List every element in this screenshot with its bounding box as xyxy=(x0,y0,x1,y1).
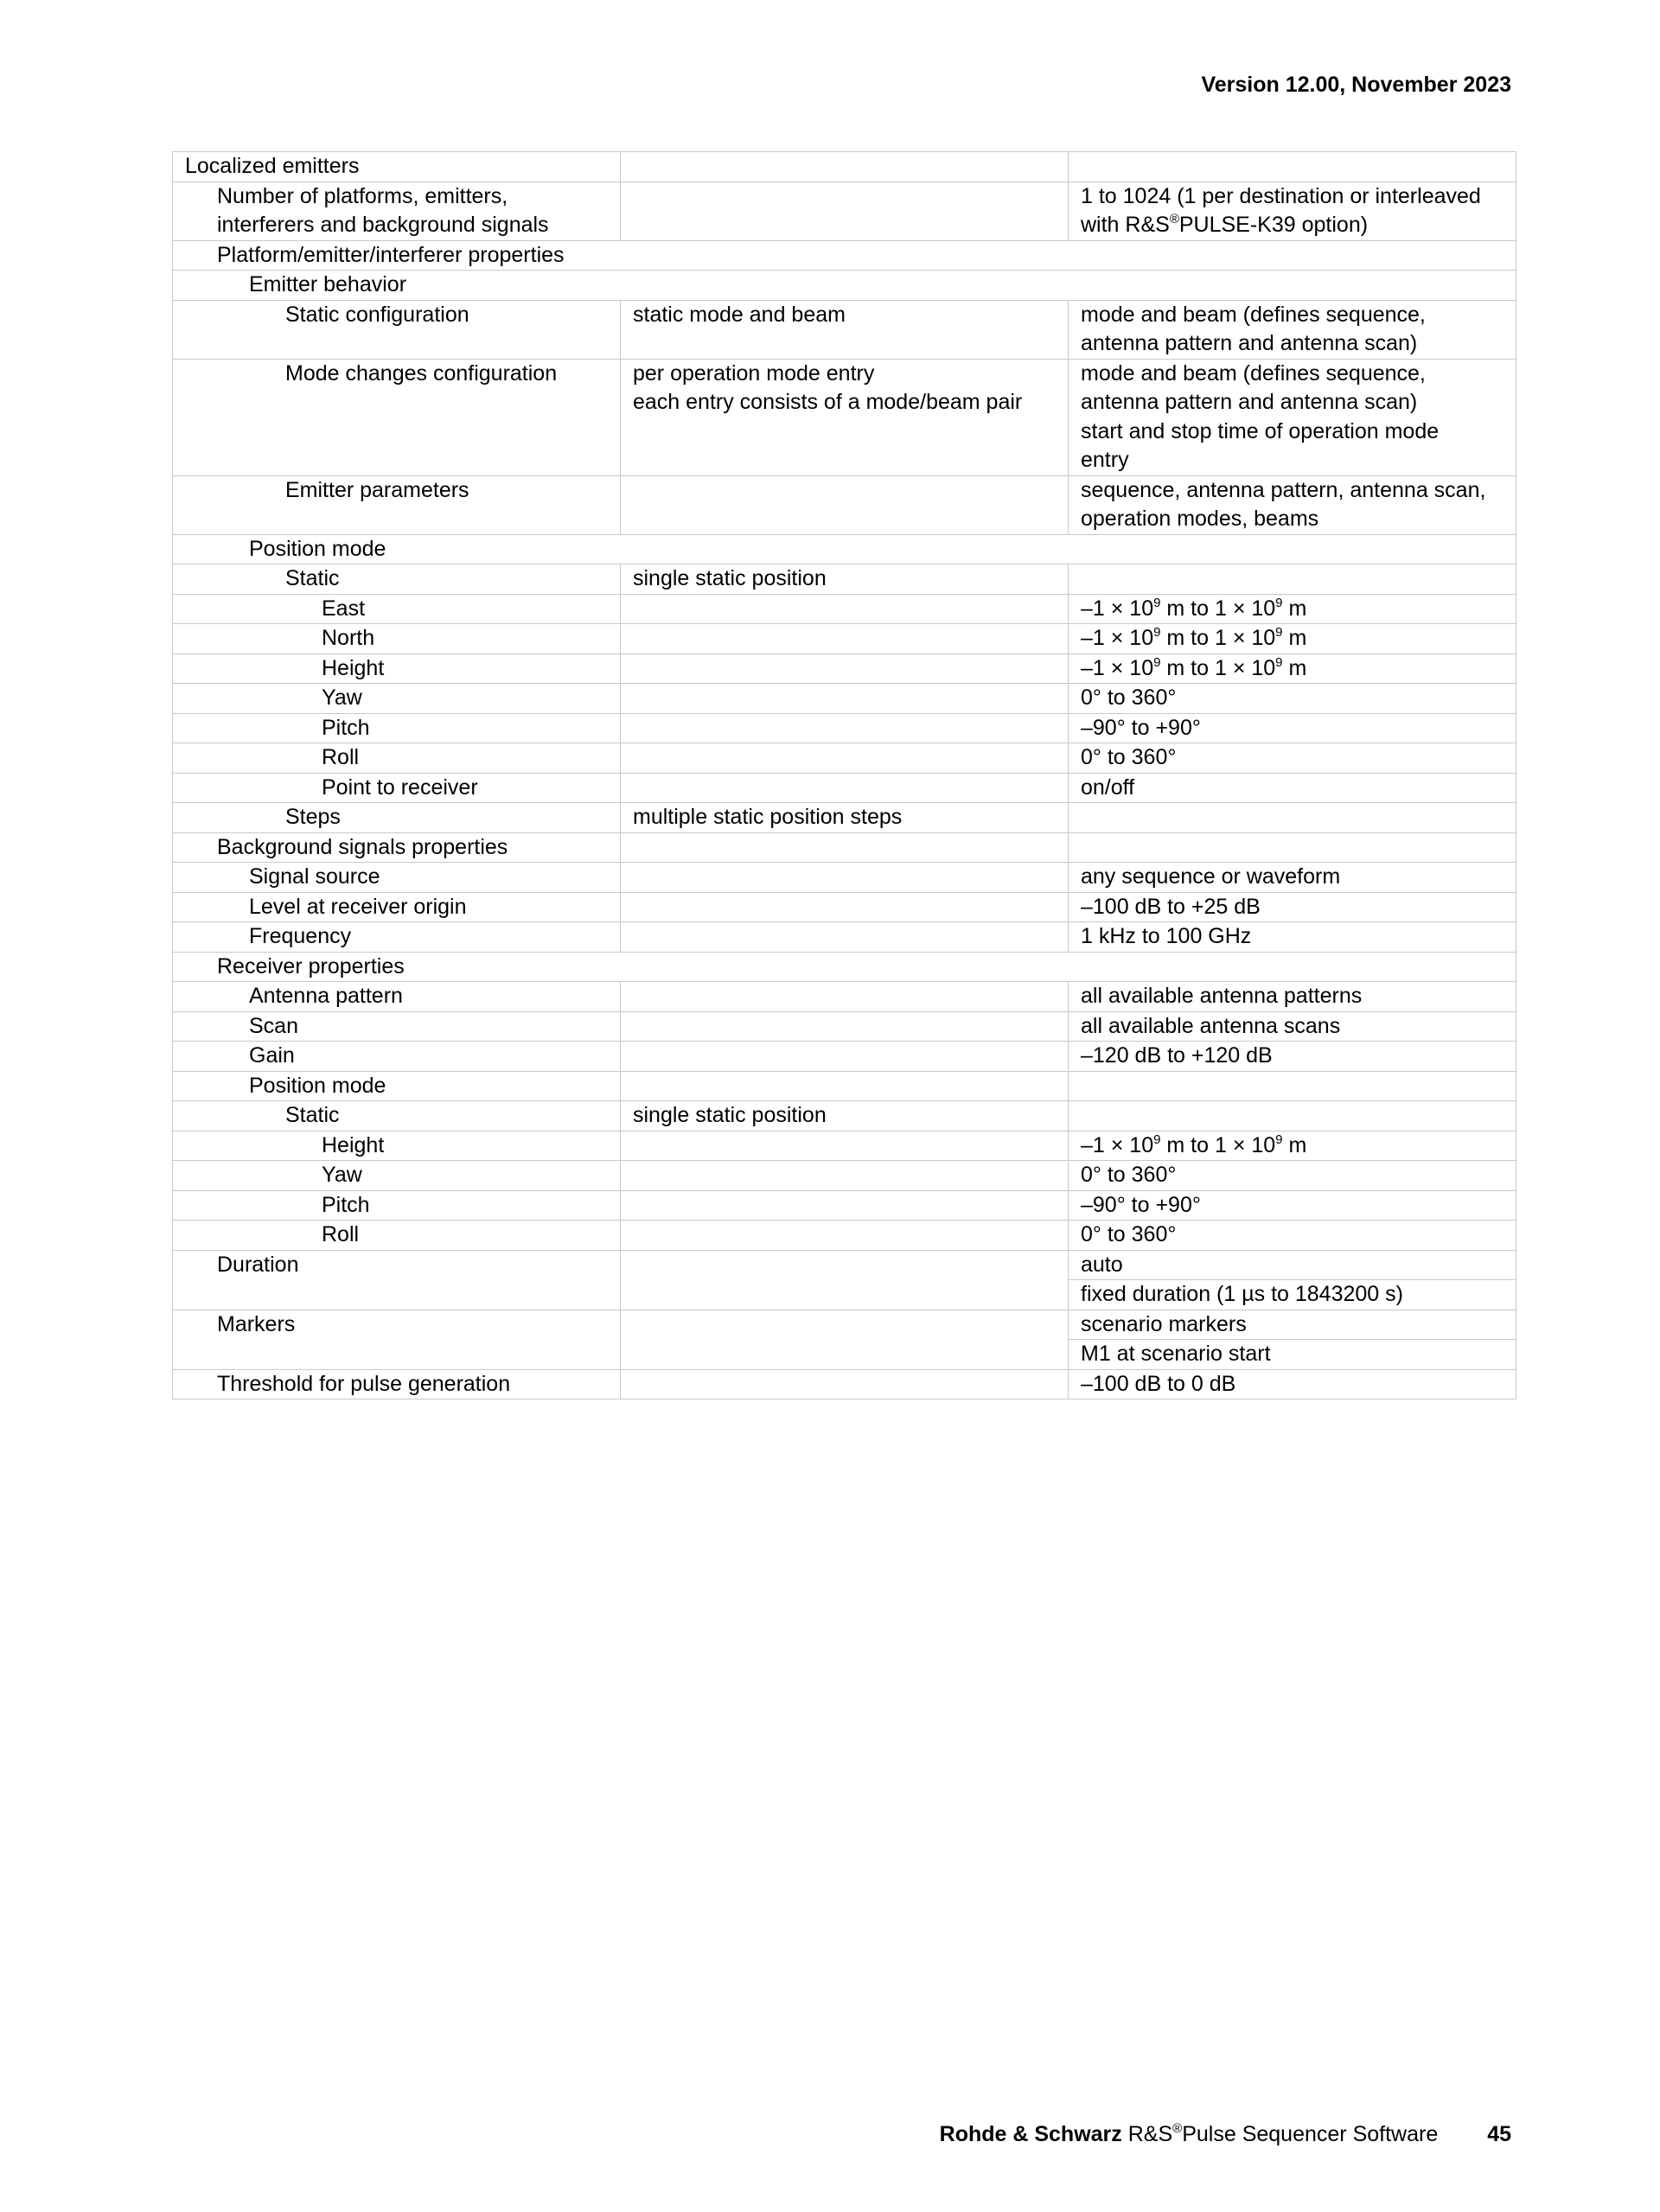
table-row xyxy=(173,1190,1516,1221)
condition-text: per operation mode entry xyxy=(633,360,875,386)
parameter-cell xyxy=(173,1310,621,1369)
parameter-label: Position mode xyxy=(249,1073,386,1098)
condition-text: each entry consists of a mode/beam pair xyxy=(633,390,1023,414)
parameter-cell xyxy=(173,922,621,953)
value-text: auto xyxy=(1081,1252,1123,1277)
condition-cell xyxy=(621,564,1069,595)
table-row xyxy=(173,1101,1516,1131)
parameter-cell xyxy=(173,982,621,1012)
parameter-label: Point to receiver xyxy=(322,775,478,800)
parameter-label: Pitch xyxy=(322,715,370,740)
value-cell xyxy=(1069,1161,1516,1191)
parameter-label: East xyxy=(322,596,366,621)
value-text: all available antenna patterns xyxy=(1081,984,1363,1008)
value-cell xyxy=(1069,653,1516,684)
value-text: on/off xyxy=(1081,775,1135,800)
parameter-cell xyxy=(173,1221,621,1251)
table-row xyxy=(173,240,1516,271)
value-cell xyxy=(1069,1221,1516,1251)
table-row xyxy=(173,300,1516,359)
value-cell xyxy=(1069,713,1516,743)
table-row xyxy=(173,624,1516,654)
table-row xyxy=(173,892,1516,922)
parameter-cell xyxy=(173,1369,621,1399)
parameter-label: Number of platforms, emitters, xyxy=(217,183,508,208)
table-row xyxy=(173,922,1516,953)
page-footer xyxy=(940,2122,1511,2147)
parameter-label: Static xyxy=(285,1103,340,1127)
parameter-cell xyxy=(173,1131,621,1161)
value-cell xyxy=(1069,564,1516,595)
condition-cell xyxy=(621,832,1069,863)
value-cell xyxy=(1069,1101,1516,1131)
table-row xyxy=(173,713,1516,743)
value-text: $-1 \times 10^9$ m to $1 \times 10^9$ m xyxy=(1081,654,1307,680)
condition-cell xyxy=(621,713,1069,743)
parameter-cell xyxy=(173,1161,621,1191)
footer-brand: Rohde & Schwarz xyxy=(939,2122,1122,2146)
value-cell xyxy=(1069,922,1516,953)
table-row xyxy=(173,1161,1516,1191)
parameter-label: Position mode xyxy=(249,536,386,561)
condition-text: multiple static position steps xyxy=(633,805,903,829)
parameter-cell xyxy=(173,1250,621,1310)
table-row xyxy=(173,1011,1516,1042)
parameter-label: Frequency xyxy=(249,924,352,948)
parameter-label: Localized emitters xyxy=(185,154,360,178)
value-text: 0° to 360° xyxy=(1081,685,1177,710)
condition-cell xyxy=(621,863,1069,893)
condition-cell xyxy=(621,359,1069,475)
parameter-label: Receiver properties xyxy=(217,953,405,979)
parameter-cell xyxy=(173,773,621,803)
parameter-label: Steps xyxy=(285,805,341,829)
parameter-label: North xyxy=(322,626,375,650)
parameter-label: Duration xyxy=(217,1252,299,1277)
parameter-label: Antenna pattern xyxy=(249,984,403,1008)
parameter-cell xyxy=(173,832,621,863)
parameter-cell xyxy=(173,863,621,893)
condition-cell xyxy=(621,1042,1069,1072)
parameter-label: Static configuration xyxy=(285,302,469,327)
condition-cell xyxy=(621,922,1069,953)
parameter-cell xyxy=(173,713,621,743)
parameter-cell xyxy=(173,952,1516,982)
condition-cell xyxy=(621,300,1069,359)
value-cell xyxy=(1069,152,1516,182)
table-row xyxy=(173,773,1516,803)
value-cell xyxy=(1069,1011,1516,1042)
spec-table xyxy=(172,151,1516,1399)
parameter-cell xyxy=(173,240,1516,271)
condition-cell xyxy=(621,982,1069,1012)
table-row xyxy=(173,1250,1516,1280)
parameter-cell xyxy=(173,1042,621,1072)
value-text: any sequence or waveform xyxy=(1081,864,1341,889)
table-row xyxy=(173,863,1516,893)
condition-cell xyxy=(621,1131,1069,1161)
value-cell xyxy=(1069,1280,1516,1310)
footer-product: R&S®Pulse Sequencer Software xyxy=(1127,2121,1439,2146)
value-cell xyxy=(1069,1310,1516,1340)
condition-cell xyxy=(621,1221,1069,1251)
value-cell xyxy=(1069,1369,1516,1399)
parameter-cell xyxy=(173,300,621,359)
value-text: entry xyxy=(1081,448,1129,472)
value-text: 0° to 360° xyxy=(1081,1222,1177,1246)
condition-cell xyxy=(621,475,1069,534)
parameter-label: Roll xyxy=(322,1222,360,1246)
condition-text: static mode and beam xyxy=(633,302,846,327)
parameter-cell xyxy=(173,1101,621,1131)
value-text: operation modes, beams xyxy=(1081,507,1319,531)
value-cell xyxy=(1069,475,1516,534)
parameter-cell xyxy=(173,1071,621,1101)
value-text: 0° to 360° xyxy=(1081,745,1177,769)
value-cell xyxy=(1069,982,1516,1012)
parameter-cell xyxy=(173,594,621,624)
table-row xyxy=(173,271,1516,301)
spec-table-body xyxy=(173,152,1516,1399)
condition-cell xyxy=(621,1071,1069,1101)
value-text: mode and beam (defines sequence, xyxy=(1081,360,1426,386)
condition-text: single static position xyxy=(633,1103,827,1127)
table-row xyxy=(173,152,1516,182)
table-row xyxy=(173,564,1516,595)
table-row xyxy=(173,1221,1516,1251)
value-cell xyxy=(1069,832,1516,863)
value-text: mode and beam (defines sequence, xyxy=(1081,302,1426,327)
value-cell xyxy=(1069,803,1516,833)
value-cell xyxy=(1069,359,1516,475)
value-text: scenario markers xyxy=(1081,1311,1247,1336)
parameter-cell xyxy=(173,1190,621,1221)
value-cell xyxy=(1069,1250,1516,1280)
value-text: –100 dB to +25 dB xyxy=(1081,894,1261,919)
condition-cell xyxy=(621,624,1069,654)
table-row xyxy=(173,832,1516,863)
value-text: fixed duration (1 µs to 1843200 s) xyxy=(1081,1282,1403,1306)
value-cell xyxy=(1069,1340,1516,1370)
value-cell xyxy=(1069,743,1516,774)
value-cell xyxy=(1069,773,1516,803)
parameter-cell xyxy=(173,803,621,833)
parameter-label: Threshold for pulse generation xyxy=(217,1371,511,1396)
condition-cell xyxy=(621,803,1069,833)
parameter-cell xyxy=(173,892,621,922)
table-row xyxy=(173,475,1516,534)
page-number: 45 xyxy=(1487,2122,1511,2146)
value-text: $-1 \times 10^9$ m to $1 \times 10^9$ m xyxy=(1081,625,1307,650)
table-row xyxy=(173,684,1516,714)
condition-cell xyxy=(621,594,1069,624)
value-text: antenna pattern and antenna scan) xyxy=(1081,390,1418,414)
parameter-label: Height xyxy=(322,1132,385,1157)
condition-cell xyxy=(621,1250,1069,1310)
table-row xyxy=(173,1131,1516,1161)
value-text: $-1 \times 10^9$ m to $1 \times 10^9$ m xyxy=(1081,1131,1307,1157)
value-text: start and stop time of operation mode xyxy=(1081,418,1440,443)
table-row xyxy=(173,743,1516,774)
value-text: –90° to +90° xyxy=(1081,715,1201,740)
parameter-label: Roll xyxy=(322,745,360,769)
parameter-label: Static xyxy=(285,566,340,590)
value-text: –100 dB to 0 dB xyxy=(1081,1371,1236,1396)
parameter-cell xyxy=(173,271,1516,301)
table-row xyxy=(173,1310,1516,1340)
table-row xyxy=(173,1071,1516,1101)
value-text: 1 kHz to 100 GHz xyxy=(1081,924,1252,948)
value-text: antenna pattern and antenna scan) xyxy=(1081,331,1418,355)
value-text: $-1 \times 10^9$ m to $1 \times 10^9$ m xyxy=(1081,595,1307,621)
value-text: 1 to 1024 (1 per destination or interleaved xyxy=(1081,183,1481,208)
condition-cell xyxy=(621,1101,1069,1131)
parameter-cell xyxy=(173,359,621,475)
table-row xyxy=(173,359,1516,475)
parameter-label: Height xyxy=(322,655,385,680)
condition-cell xyxy=(621,684,1069,714)
parameter-label: Signal source xyxy=(249,864,380,889)
value-text: –120 dB to +120 dB xyxy=(1081,1043,1273,1068)
parameter-label: Mode changes configuration xyxy=(285,360,558,386)
table-row xyxy=(173,952,1516,982)
value-text: –90° to +90° xyxy=(1081,1192,1201,1217)
value-text: M1 at scenario start xyxy=(1081,1342,1271,1366)
parameter-cell xyxy=(173,475,621,534)
condition-text: single static position xyxy=(633,566,827,590)
value-cell xyxy=(1069,624,1516,654)
value-text: all available antenna scans xyxy=(1081,1013,1341,1038)
value-cell xyxy=(1069,594,1516,624)
parameter-label: Emitter parameters xyxy=(285,477,469,502)
parameter-label: Yaw xyxy=(322,685,362,710)
value-cell xyxy=(1069,182,1516,240)
parameter-cell xyxy=(173,534,1516,564)
value-cell xyxy=(1069,1131,1516,1161)
table-row xyxy=(173,534,1516,564)
value-cell xyxy=(1069,684,1516,714)
parameter-cell xyxy=(173,653,621,684)
condition-cell xyxy=(621,182,1069,240)
condition-cell xyxy=(621,743,1069,774)
parameter-cell xyxy=(173,564,621,595)
condition-cell xyxy=(621,1011,1069,1042)
value-text: sequence, antenna pattern, antenna scan, xyxy=(1081,477,1486,502)
parameter-cell xyxy=(173,684,621,714)
table-row xyxy=(173,1042,1516,1072)
parameter-label: interferers and background signals xyxy=(217,213,549,237)
parameter-label: Markers xyxy=(217,1311,296,1336)
condition-cell xyxy=(621,1369,1069,1399)
condition-cell xyxy=(621,892,1069,922)
value-cell xyxy=(1069,1042,1516,1072)
value-cell xyxy=(1069,1190,1516,1221)
table-row xyxy=(173,982,1516,1012)
parameter-label: Yaw xyxy=(322,1163,362,1187)
condition-cell xyxy=(621,773,1069,803)
table-row xyxy=(173,182,1516,240)
condition-cell xyxy=(621,653,1069,684)
value-text: with R&S®PULSE-K39 option) xyxy=(1081,212,1369,237)
parameter-cell xyxy=(173,624,621,654)
value-cell xyxy=(1069,1071,1516,1101)
condition-cell xyxy=(621,1161,1069,1191)
value-cell xyxy=(1069,863,1516,893)
table-row xyxy=(173,653,1516,684)
value-cell xyxy=(1069,892,1516,922)
value-text: 0° to 360° xyxy=(1081,1163,1177,1187)
value-cell xyxy=(1069,300,1516,359)
parameter-label: Pitch xyxy=(322,1192,370,1217)
condition-cell xyxy=(621,1310,1069,1369)
condition-cell xyxy=(621,152,1069,182)
parameter-label: Level at receiver origin xyxy=(249,894,467,919)
parameter-label: Platform/emitter/interferer properties xyxy=(217,242,565,267)
condition-cell xyxy=(621,1190,1069,1221)
parameter-label: Scan xyxy=(249,1013,298,1038)
parameter-label: Gain xyxy=(249,1043,295,1068)
parameter-label: Background signals properties xyxy=(217,834,508,859)
table-row xyxy=(173,1369,1516,1399)
header-version: Version 12.00, November 2023 xyxy=(1201,73,1511,97)
table-row xyxy=(173,594,1516,624)
table-row xyxy=(173,803,1516,833)
parameter-cell xyxy=(173,743,621,774)
parameter-label: Emitter behavior xyxy=(249,272,407,296)
parameter-cell xyxy=(173,1011,621,1042)
parameter-cell xyxy=(173,152,621,182)
parameter-cell xyxy=(173,182,621,240)
